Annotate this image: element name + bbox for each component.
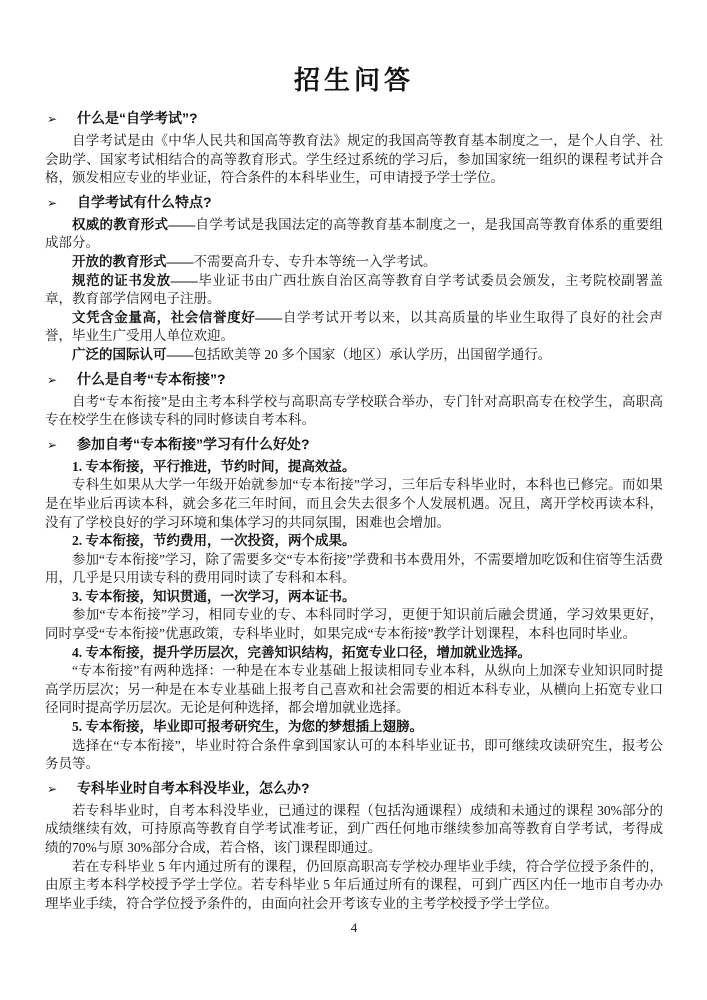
question-heading [45,434,663,455]
qa-section [45,369,663,430]
question-text: 什么是“自学考试”? [77,110,198,126]
paragraph: 参加“专本衔接”学习，除了需要多交“专本衔接”学费和书本费用外，不需要增加吃饭和住宿等生活费用，几乎是只用读专科的费用同时读了专科和本科。 [45,551,663,586]
arrow-bullet-icon: ➢ [47,112,58,126]
paragraph-text: 包括欧美等 20 多个国家（地区）承认学历，出国留学通行。 [193,346,552,362]
paragraph-lead: 规范的证书发放—— [72,272,198,288]
paragraph: 选择在“专本衔接”，毕业时符合条件拿到国家认可的本科毕业证书，即可继续攻读研究生，报考公务员等。 [45,737,663,772]
question-heading [45,192,663,213]
paragraph: 自考“专本衔接”是由主考本科学校与高职高专学校联合举办，专门针对高职高专在校学生，高职高专在校学生在修读专科的同时修读自考本科。 [45,393,663,428]
question-heading [45,108,663,129]
paragraph: 若在专科毕业 5 年内通过所有的课程，仍回原高职高专学校办理毕业手续，符合学位授予条件的，由原主考本科学校授予学士学位。若专科毕业 5 年后通过所有的课程，可到广西区内任一地市自考办办理毕业手续，符合学位授予条件的，由面向社会开考该专业的主考学校授予学士学位。 [45,858,663,911]
qa-section [45,434,663,774]
paragraph-lead: 开放的教育形式—— [72,253,194,269]
arrow-bullet-icon: ➢ [47,372,58,387]
paragraph-text: 不需要高升专、专升本等统一入学考试。 [193,253,437,269]
paragraph [45,216,663,253]
qa-section [45,192,663,365]
numbered-point: 2. 专本衔接，节约费用，一次投资，两个成果。 [72,533,356,549]
question-text: 专科毕业时自考本科没毕业，怎么办? [77,779,310,796]
paragraph-lead: 广泛的国际认可—— [72,346,194,362]
paragraph-lead: 文凭含金量高，社会信誉度好—— [72,309,283,325]
paragraph: 参加“专本衔接”学习，相同专业的专、本科同时学习，更便于知识前后融会贯通，学习效果更好，同时享受“专本衔接”优惠政策，专科毕业时，如果完成“专本衔接”教学计划课程，本科也同时毕业。 [45,607,663,642]
question-heading [45,778,663,799]
qa-section [45,108,663,188]
numbered-point: 3. 专本衔接，知识贯通，一次学习，两本证书。 [72,588,356,604]
paragraph [45,309,663,346]
paragraph: “专本衔接”有两种选择：一种是在本专业基础上报读相同专业本科，从纵向上加深专业知识同时提高学历层次；另一种是在本专业基础上报考自己喜欢和社会需要的相近本科专业，从横向上拓宽专业口径同时提高学历层次。无论是何种选择，都会增加就业选择。 [45,663,663,716]
paragraph-text: 自学考试开考以来，以其高质量的毕业生取得了良好的社会声誉，毕业生广受用人单位欢迎。 [45,309,664,344]
question-text: 自学考试有什么特点? [77,193,212,210]
page-number: 4 [350,920,358,936]
paragraph-lead: 权威的教育形式—— [72,216,196,232]
page-title: 招生问答 [293,66,414,95]
paragraph-text: 自学考试是我国法定的高等教育基本制度之一，是我国高等教育体系的重要组成部分。 [45,216,664,251]
question-heading [45,369,663,390]
arrow-bullet-icon: ➢ [47,437,58,452]
paragraph: 若专科毕业时，自考本科没毕业，已通过的课程（包括沟通课程）成绩和未通过的课程 30%部分的成绩继续有效，可持原高等教育自学考试准考证，到广西任何地市继续参加高等教育自学考试，考得成绩的70%与原 30%部分合成，若合格，该门课程即通过。 [45,802,663,855]
question-text: 什么是自考“专本衔接”? [77,370,226,387]
paragraph: 自学考试是由《中华人民共和国高等教育法》规定的我国高等教育基本制度之一，是个人自学、社会助学、国家考试相结合的高等教育形式。学生经过系统的学习后，参加国家统一组织的课程考试并合格，颁发相应专业的毕业证，符合条件的本科毕业生，可申请授予学士学位。 [45,133,663,186]
qa-sections [45,108,663,913]
arrow-bullet-icon: ➢ [47,195,58,210]
numbered-point: 4. 专本衔接，提升学历层次，完善知识结构，拓宽专业口径，增加就业选择。 [72,644,531,660]
qa-section [45,778,663,914]
paragraph [45,346,663,365]
arrow-bullet-icon: ➢ [47,781,58,796]
question-text: 参加自考“专本衔接”学习有什么好处? [77,435,310,452]
paragraph [45,272,663,309]
paragraph: 专科生如果从大学一年级开始就参加“专本衔接”学习，三年后专科毕业时，本科也已修完。而如果是在毕业后再读本科，就会多花三年时间，而且会失去很多个人发展机遇。况且，离开学校再读本科，没有了学校良好的学习环境和集体学习的共同氛围，困难也会增加。 [45,477,663,530]
paragraph-text: 毕业证书由广西壮族自治区高等教育自学考试委员会颁发，主考院校副署盖章，教育部学信网电子注册。 [45,272,664,307]
paragraph [45,253,663,272]
numbered-point: 1. 专本衔接，平行推进，节约时间，提高效益。 [72,458,356,474]
numbered-point: 5. 专本衔接，毕业即可报考研究生，为您的梦想插上翅膀。 [72,719,423,735]
